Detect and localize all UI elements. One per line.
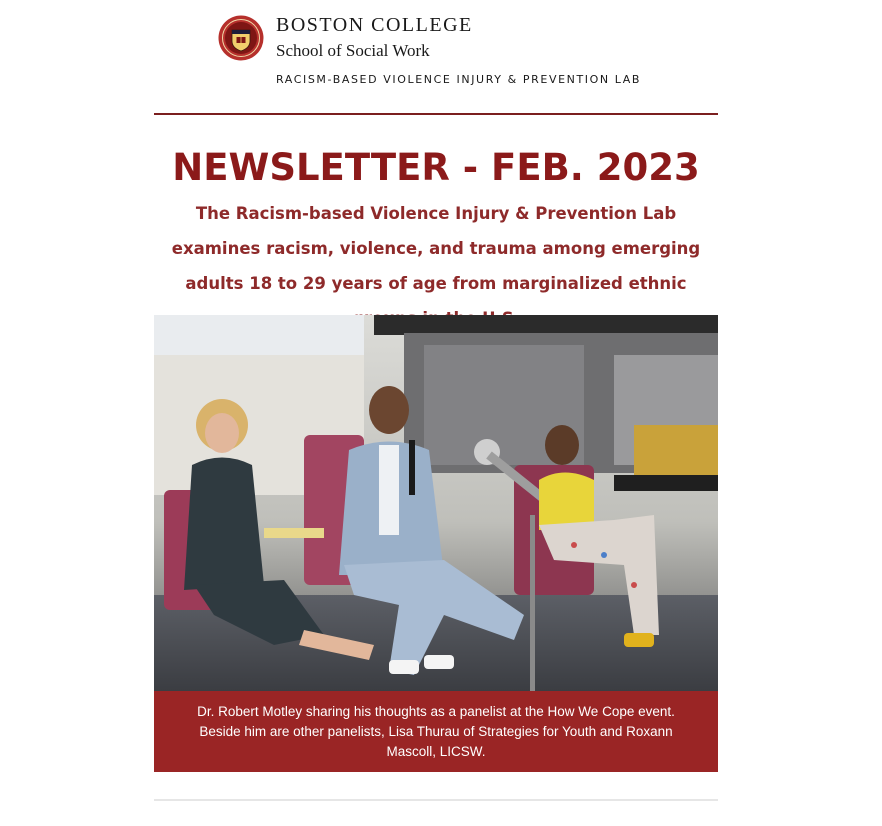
section-divider	[154, 799, 718, 801]
panel-event-photo	[154, 315, 718, 691]
school-name: School of Social Work	[276, 41, 430, 60]
newsletter-header	[0, 0, 882, 116]
photo-caption: Dr. Robert Motley sharing his thoughts as a panelist at the How We Cope event. Beside him are other panelists, Lisa Thurau of Strategies for Youth and Roxann Mascoll, LICSW.	[154, 691, 718, 772]
boston-college-seal-icon	[218, 15, 264, 61]
institution-name: BOSTON COLLEGE	[276, 14, 473, 36]
newsletter-intro: The Racism-based Violence Injury & Prevention Lab examines racism, violence, and trauma among emerging adults 18 to 29 years of age from marginalized ethnic	[171, 204, 701, 293]
lab-name: RACISM-BASED VIOLENCE INJURY & PREVENTION LAB	[276, 73, 642, 86]
header-divider	[154, 113, 718, 115]
newsletter-title: NEWSLETTER - FEB. 2023	[172, 146, 700, 189]
